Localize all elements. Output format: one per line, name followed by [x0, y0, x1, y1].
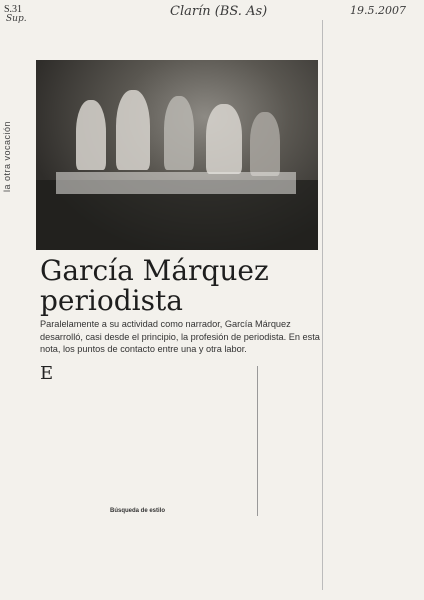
headline-line-1: García Márquez: [40, 254, 269, 287]
headline-line-2: periodista: [40, 284, 183, 317]
handwritten-source-note: Clarín (BS. As): [170, 4, 268, 19]
section-mark: Sup.: [6, 14, 27, 24]
sidebar-box: [257, 366, 320, 516]
column-divider: [322, 20, 323, 590]
subhead: Búsqueda de estilo: [110, 508, 166, 514]
page-number: S.31: [4, 4, 23, 15]
handwritten-date-note: 19.5.2007: [350, 4, 406, 17]
body-column-1: [40, 366, 106, 592]
right-column: [326, 20, 420, 592]
body-column-2: [110, 366, 180, 592]
article-deck: Paralelamente a su actividad como narrador, García Márquez desarrolló, casi desde el principio, la profesión de periodista. En esta nota, los puntos de contacto entre una y otra labor.: [40, 319, 320, 354]
article-photo: [36, 60, 318, 250]
page-header: [0, 0, 424, 22]
headline: [40, 256, 340, 316]
drop-cap: E: [40, 366, 54, 384]
body-column-3: [184, 366, 254, 592]
section-label: la otra vocación: [2, 120, 12, 192]
